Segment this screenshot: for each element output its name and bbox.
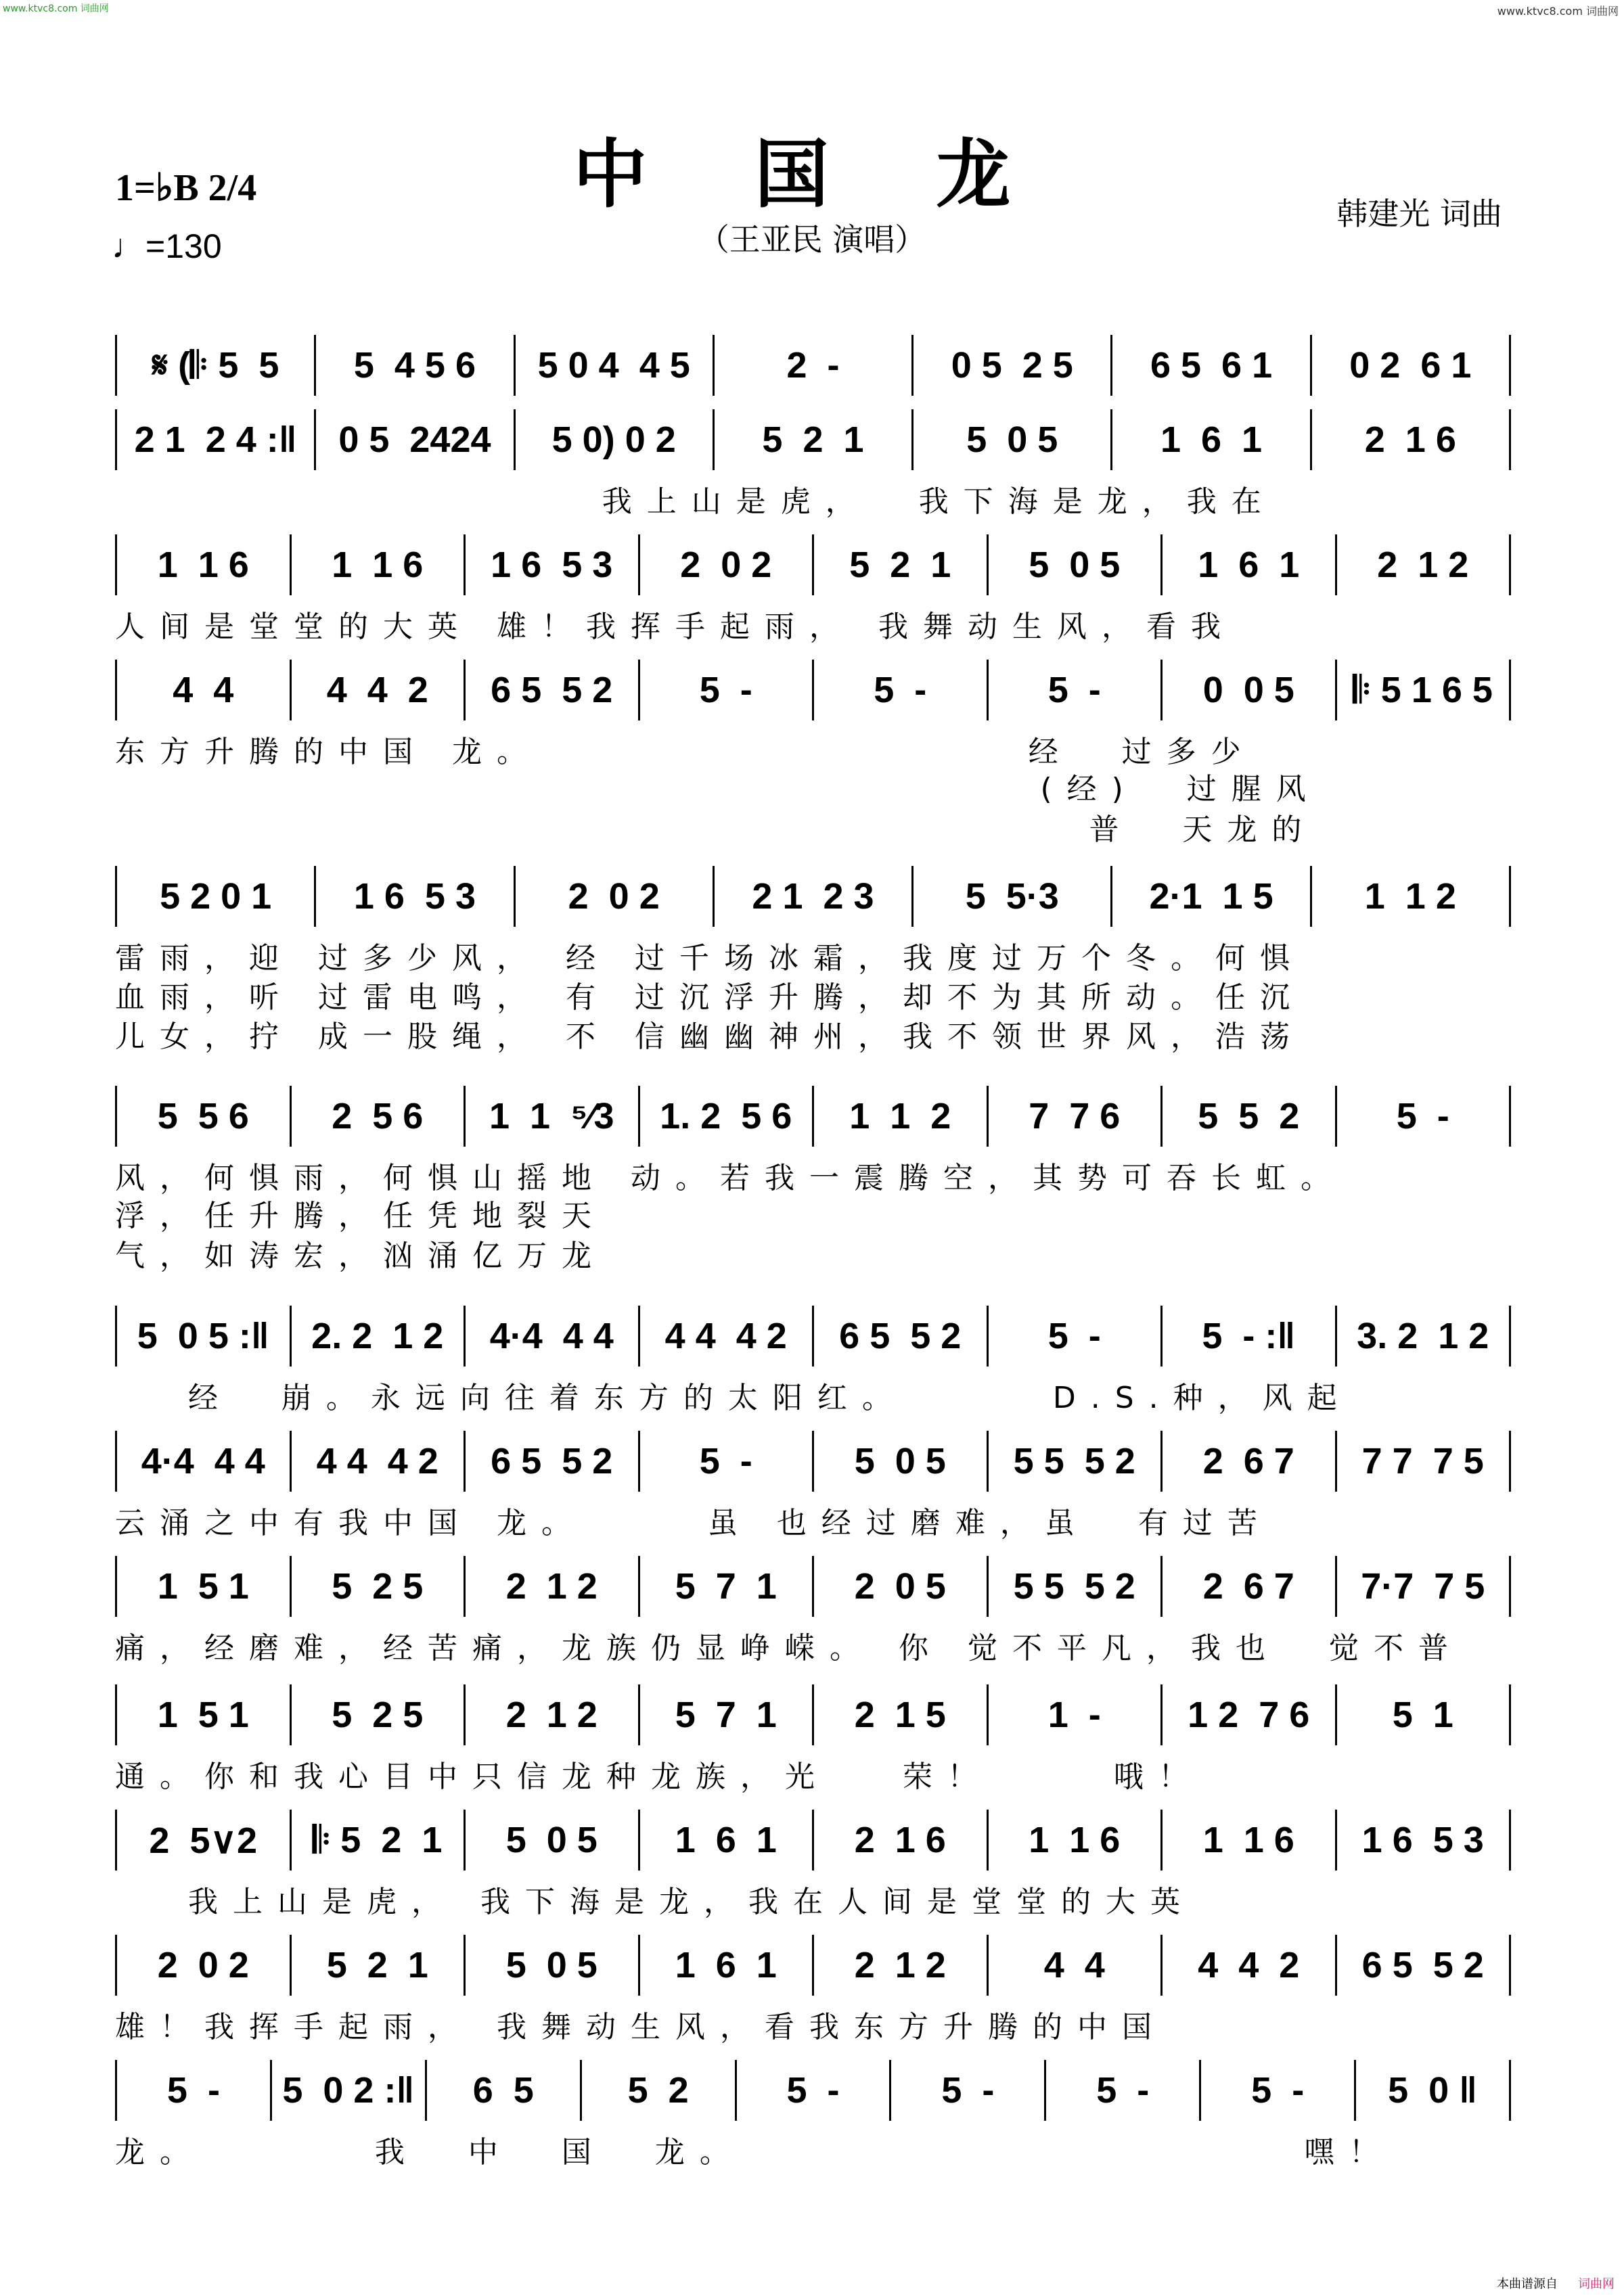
- measure: 5 7 1: [640, 1556, 815, 1617]
- lyric-line: 雄！我挥手起雨， 我舞动生风，看我东方升腾的中国: [115, 2010, 1167, 2044]
- staff-row: [115, 409, 1511, 470]
- measure: 7 7 7 5: [1337, 1431, 1512, 1492]
- measure: 1 5 1: [117, 1684, 292, 1745]
- measure: 5 2 1: [292, 1935, 466, 1996]
- measure: 0 2 6 1: [1312, 335, 1511, 396]
- measure: 1. 2 5 6: [640, 1086, 815, 1147]
- staff-row: [115, 866, 1511, 927]
- measure: 4 4 2: [1163, 1935, 1337, 1996]
- measure: 5 7 1: [640, 1684, 815, 1745]
- measure: 5 0 5: [466, 1810, 640, 1870]
- staff-row: [115, 1810, 1511, 1870]
- measure: 6 5 5 2: [814, 1306, 989, 1367]
- measure: 5 -: [814, 660, 989, 720]
- measure: 5 4 5 6: [316, 335, 515, 396]
- lyric-line: 儿女，拧 成一股绳， 不 信幽幽神州，我不领世界风，浩荡: [115, 1019, 1305, 1054]
- measure: 5 2 5: [292, 1556, 466, 1617]
- measure: 2 1 2 4 :‖: [117, 409, 316, 470]
- staff-row: [115, 1086, 1511, 1147]
- measure: 4 4: [117, 660, 292, 720]
- measure: 5 0) 0 2: [516, 409, 715, 470]
- measure: 2 0 5: [814, 1556, 989, 1617]
- footer: [1497, 2274, 1615, 2292]
- measure: 5 0 5: [814, 1431, 989, 1492]
- measure: 5 0 5: [466, 1935, 640, 1996]
- staff-row: [115, 335, 1511, 396]
- singer: （王亚民 演唱）: [698, 221, 926, 258]
- measure: 6 5 6 1: [1112, 335, 1311, 396]
- measure: 5 2 1: [715, 409, 914, 470]
- measure: 2·1 1 5: [1112, 866, 1311, 927]
- measure: 5 0 ‖: [1356, 2060, 1511, 2121]
- measure: 2 0 2: [117, 1935, 292, 1996]
- measure: 2 5∨2: [117, 1810, 292, 1870]
- footer-site: 词曲网: [1578, 2277, 1615, 2291]
- measure: 5 -: [1046, 2060, 1201, 2121]
- lyric-line: 雷雨，迎 过多少风， 经 过千场冰霜，我度过万个冬。何惧: [115, 941, 1305, 975]
- measure: 5 - :‖: [1163, 1306, 1337, 1367]
- measure: 3. 2 1 2: [1337, 1306, 1512, 1367]
- lyric-line: 人间是堂堂的大英 雄！我挥手起雨， 我舞动生风，看我: [115, 610, 1236, 644]
- measure: 2 1 6: [1312, 409, 1511, 470]
- measure: 1 1 2: [814, 1086, 989, 1147]
- measure: 4 4 4 2: [640, 1306, 815, 1367]
- measure: 6 5 5 2: [1337, 1935, 1512, 1996]
- measure: 5 -: [640, 660, 815, 720]
- measure: 1 1 6: [989, 1810, 1163, 1870]
- measure: 2 1 2: [1337, 534, 1512, 595]
- measure: 4·4 4 4: [117, 1431, 292, 1492]
- staff-row: [115, 2060, 1511, 2121]
- tempo-marking: ♩=130: [112, 227, 222, 265]
- measure: 5 2 5: [292, 1684, 466, 1745]
- staff-row: [115, 1306, 1511, 1367]
- measure: 5 -: [989, 1306, 1163, 1367]
- measure: 5 -: [1201, 2060, 1356, 2121]
- measure: 2 1 2: [466, 1556, 640, 1617]
- measure: 1 1 6: [1163, 1810, 1337, 1870]
- measure: 5 2 0 1: [117, 866, 316, 927]
- measure: 1 1 ⁵⁄3: [466, 1086, 640, 1147]
- staff-row: [115, 1431, 1511, 1492]
- measure: 0 5 2424: [316, 409, 515, 470]
- measure: 2 1 2 3: [715, 866, 914, 927]
- lyric-line: 风，何惧雨，何惧山摇地 动。若我一震腾空，其势可吞长虹。: [115, 1161, 1345, 1195]
- measure: 5 5 6: [117, 1086, 292, 1147]
- measure: 2 6 7: [1163, 1556, 1337, 1617]
- lyric-line: 我上山是虎， 我下海是龙，我在: [115, 484, 1276, 519]
- measure: 𝄆 5 2 1: [292, 1810, 466, 1870]
- measure: 1 6 5 3: [466, 534, 640, 595]
- measure: 5 1: [1337, 1684, 1512, 1745]
- measure: 2 0 2: [516, 866, 715, 927]
- measure: 1 6 5 3: [1337, 1810, 1512, 1870]
- lyric-line: 通。你和我心目中只信龙种龙族，光 荣！ 哦！: [115, 1760, 1203, 1794]
- measure: 2 0 2: [640, 534, 815, 595]
- measure: 5 -: [891, 2060, 1046, 2121]
- measure: 2 -: [715, 335, 914, 396]
- measure: 1 1 6: [117, 534, 292, 595]
- watermark-right: www.ktvc8.com 词曲网: [1497, 5, 1619, 18]
- staff-row: [115, 1684, 1511, 1745]
- measure: 2 1 2: [466, 1684, 640, 1745]
- measure: 5 5 5 2: [989, 1556, 1163, 1617]
- staff-row: [115, 1556, 1511, 1617]
- measure: 5 5·3: [914, 866, 1112, 927]
- measure: 4 4: [989, 1935, 1163, 1996]
- measure: 2 1 2: [814, 1935, 989, 1996]
- measure: 1 6 5 3: [316, 866, 515, 927]
- measure: 5 -: [640, 1431, 815, 1492]
- measure: 5 -: [1337, 1086, 1512, 1147]
- measure: 5 5 2: [1163, 1086, 1337, 1147]
- measure: 1 -: [989, 1684, 1163, 1745]
- measure: 4 4 2: [292, 660, 466, 720]
- measure: 2. 2 1 2: [292, 1306, 466, 1367]
- measure: 1 6 1: [1163, 534, 1337, 595]
- measure: 5 -: [737, 2060, 892, 2121]
- measure: 6 5 5 2: [466, 1431, 640, 1492]
- measure: 1 5 1: [117, 1556, 292, 1617]
- measure: 2 1 6: [814, 1810, 989, 1870]
- lyric-line: 浮，任升腾，任凭地裂天: [115, 1199, 606, 1233]
- measure: 5 -: [117, 2060, 272, 2121]
- measure: 0 0 5: [1163, 660, 1337, 720]
- key-signature: 1=♭B 2/4: [115, 167, 257, 209]
- measure: 5 0 4 4 5: [516, 335, 715, 396]
- lyric-line: 云涌之中有我中国 龙。 虽 也经过磨难，虽 有过苦: [115, 1506, 1272, 1540]
- measure: 5 0 5: [914, 409, 1112, 470]
- measure: 5 0 5 :‖: [117, 1306, 292, 1367]
- lyric-line: 血雨，听 过雷电鸣， 有 过沉浮升腾，却不为其所动。任沉: [115, 980, 1305, 1015]
- lyric-line: 龙。 我 中 国 龙。 嘿！: [115, 2135, 1394, 2169]
- measure: 5 0 5: [989, 534, 1163, 595]
- measure: 5 2 1: [814, 534, 989, 595]
- staff-row: [115, 534, 1511, 595]
- lyric-line: 东方升腾的中国 龙。 经 过多少: [115, 735, 1256, 769]
- measure: 1 6 1: [640, 1810, 815, 1870]
- measure: 5 2: [582, 2060, 737, 2121]
- measure: 2 6 7: [1163, 1431, 1337, 1492]
- measure: 2 5 6: [292, 1086, 466, 1147]
- staff-row: [115, 660, 1511, 720]
- measure: 1 6 1: [1112, 409, 1311, 470]
- measure: 1 2 7 6: [1163, 1684, 1337, 1745]
- measure: 2 1 5: [814, 1684, 989, 1745]
- measure: 𝄋 (𝄆 5 5: [117, 335, 316, 396]
- watermark-left: www.ktvc8.com 词曲网: [3, 3, 109, 14]
- lyric-line: (经) 过腥风: [115, 772, 1321, 806]
- footer-source: 本曲谱源自: [1497, 2277, 1558, 2291]
- measure: 𝄆 5 1 6 5: [1337, 660, 1512, 720]
- measure: 5 5 5 2: [989, 1431, 1163, 1492]
- song-title: 中 国 龙: [572, 131, 1052, 218]
- measure: 6 5: [427, 2060, 582, 2121]
- measure: 6 5 5 2: [466, 660, 640, 720]
- lyric-line: 痛，经磨难，经苦痛，龙族仍显峥嵘。 你 觉不平凡，我也 觉不普: [115, 1631, 1463, 1666]
- author: 韩建光 词曲: [1336, 196, 1502, 232]
- lyric-line: 经 崩。永远向往着东方的太阳红。 D.S.种，风起: [115, 1381, 1352, 1415]
- measure: 4 4 4 2: [292, 1431, 466, 1492]
- measure: 5 0 2 :‖: [272, 2060, 427, 2121]
- measure: 1 6 1: [640, 1935, 815, 1996]
- measure: 4·4 4 4: [466, 1306, 640, 1367]
- measure: 7 7 6: [989, 1086, 1163, 1147]
- measure: 0 5 2 5: [914, 335, 1112, 396]
- lyric-line: 普 天龙的: [115, 812, 1317, 847]
- measure: 5 -: [989, 660, 1163, 720]
- lyric-line: 气，如涛宏，汹涌亿万龙: [115, 1239, 606, 1273]
- measure: 1 1 2: [1312, 866, 1511, 927]
- lyric-line: 我上山是虎， 我下海是龙，我在人间是堂堂的大英: [115, 1885, 1195, 1919]
- measure: 1 1 6: [292, 534, 466, 595]
- staff-row: [115, 1935, 1511, 1996]
- measure: 7·7 7 5: [1337, 1556, 1512, 1617]
